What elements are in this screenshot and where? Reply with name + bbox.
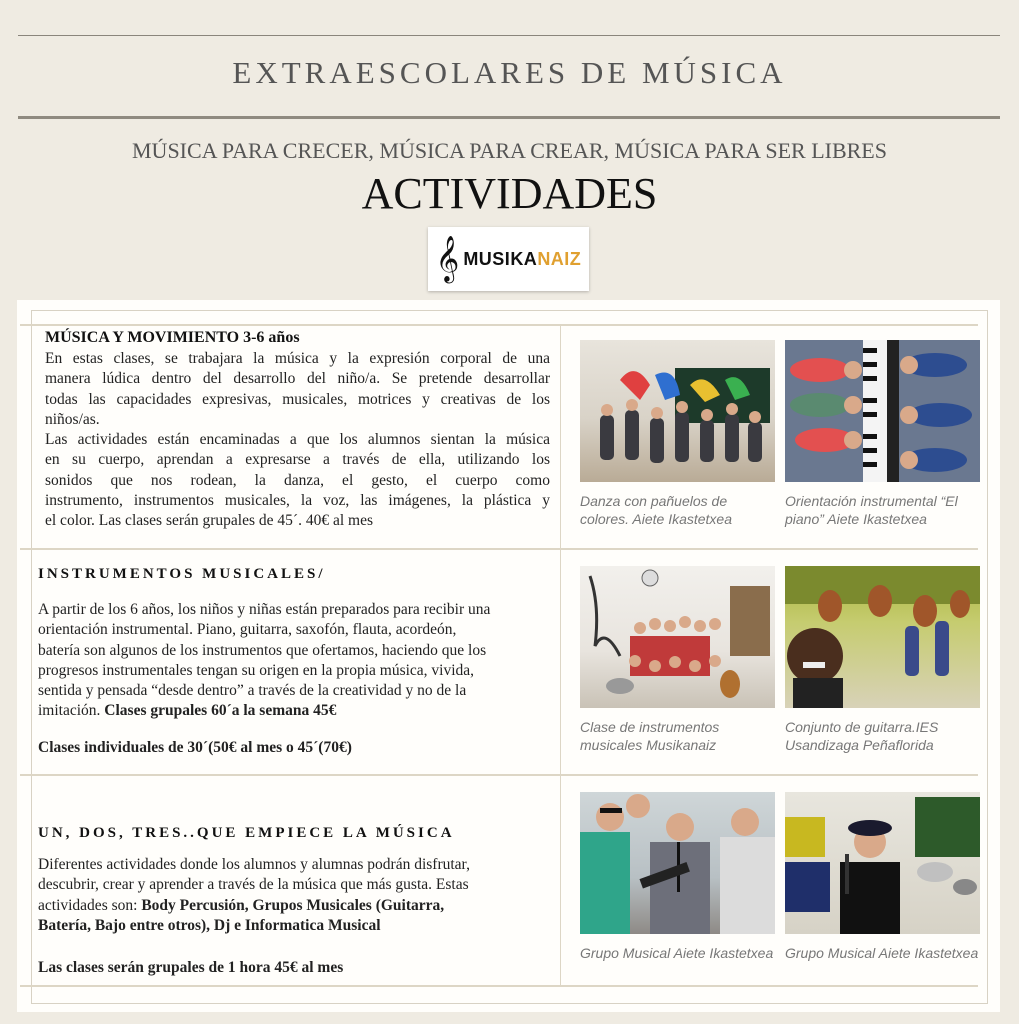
section-title-instrumentos: INSTRUMENTOS MUSICALES/ [38, 566, 326, 582]
photo-conjunto-guitarra [785, 566, 980, 708]
section-divider [20, 324, 978, 326]
activities-heading: ACTIVIDADES [361, 169, 658, 218]
photo-caption: Grupo Musical Aiete Ikastetxea [580, 945, 774, 961]
text-line: descubrir, crear y aprender a través de la música que más gusta. Estas [38, 876, 469, 894]
section-title-musica-movimiento: MÚSICA Y MOVIMIENTO 3-6 años [45, 329, 300, 346]
text-line: manera lúdica dentro del desarrollo del niño/a. Se pretende desarrollar [45, 370, 550, 388]
title-divider [18, 116, 1000, 119]
column-divider [560, 326, 561, 548]
column-divider [560, 776, 561, 985]
text-line: A partir de los 6 años, los niños y niñas están preparados para recibir una [38, 601, 491, 618]
section-divider [20, 774, 978, 776]
section-body-instrumentos [38, 600, 558, 722]
text-line: imitación. Clases grupales 60´a la semana 45€ [38, 702, 337, 720]
page-title: EXTRAESCOLARES DE MÚSICA [232, 55, 787, 90]
text-line: Batería, Bajo entre otros), Dj e Informatica Musical [38, 916, 381, 934]
price-individual-classes: Clases individuales de 30´(50€ al mes o 45´(70€) [38, 739, 352, 756]
text-line: el color. Las clases serán grupales de 45´. 40€ al mes [45, 512, 373, 530]
photo-caption: Danza con pañuelos de colores. Aiete Ikastetxea [580, 493, 733, 527]
section-divider [20, 548, 978, 550]
photo-caption: Grupo Musical Aiete Ikastetxea [785, 945, 979, 961]
section-body-un-dos-tres [38, 855, 558, 936]
text-line: Las actividades están encaminadas a que los alumnos sientan la música [45, 431, 550, 449]
price-un-dos-tres: Las clases serán grupales de 1 hora 45€ al mes [38, 959, 344, 976]
text-line: en su cuerpo, aprendan a expresarse a través de ella, utilizando los [45, 451, 550, 469]
photo-grupo-musical-2 [785, 792, 980, 934]
text-line: sonidos que nos rodean, la danza, el gesto, el cuerpo como [45, 471, 550, 489]
text-line: batería son algunos de los instrumentos que ofertamos, haciendo que los [38, 641, 487, 659]
text-line: todas las capacidades expresivas, musicales, motrices y creativas de los [45, 390, 550, 408]
text-line: actividades son: Body Percusión, Grupos Musicales (Guitarra, [38, 896, 445, 914]
text-line: En estas clases, se trabajara la música y la expresión corporal de una [45, 350, 550, 367]
photo-caption: Conjunto de guitarra.IES Usandizaga Peñaflorida [785, 719, 939, 753]
photo-clase-instrumentos [580, 566, 775, 708]
section-divider [20, 985, 978, 987]
musikanaiz-logo [428, 227, 589, 291]
photo-caption: Clase de instrumentos musicales Musikanaiz [580, 719, 720, 753]
column-divider [560, 550, 561, 774]
price-group-classes: Clases grupales 60´a la semana 45€ [104, 702, 337, 720]
page-subtitle: MÚSICA PARA CRECER, MÚSICA PARA CREAR, MÚSICA PARA SER LIBRES [132, 138, 887, 163]
section-title-un-dos-tres: UN, DOS, TRES..QUE EMPIECE LA MÚSICA [38, 825, 455, 841]
photo-caption: Orientación instrumental “El piano” Aiete Ikastetxea [785, 493, 958, 527]
top-rule [18, 35, 1000, 36]
text-line: orientación instrumental. Piano, guitarra, saxofón, flauta, acordeón, [38, 621, 457, 639]
text-line: progresos instrumentales tengan su origen en la propia música, vivida, [38, 661, 475, 679]
text-line: instrumento, instrumentos musicales, la voz, las imágenes, la plástica y [45, 492, 550, 510]
section-body-musica-movimiento [45, 349, 550, 532]
logo-wordmark: MUSIKANAIZ [463, 248, 582, 269]
text-line: sentida y pensada “desde dentro” a través de la creatividad y no de la [38, 682, 467, 700]
text-line: Diferentes actividades donde los alumnos y alumnas podrán disfrutar, [38, 856, 470, 873]
treble-clef-icon: 𝄞 [435, 236, 460, 282]
text-line: niños/as. [45, 410, 100, 428]
photo-danza-panuelos [580, 340, 775, 482]
photo-grupo-musical-1 [580, 792, 775, 934]
photo-orientacion-piano [785, 340, 980, 482]
